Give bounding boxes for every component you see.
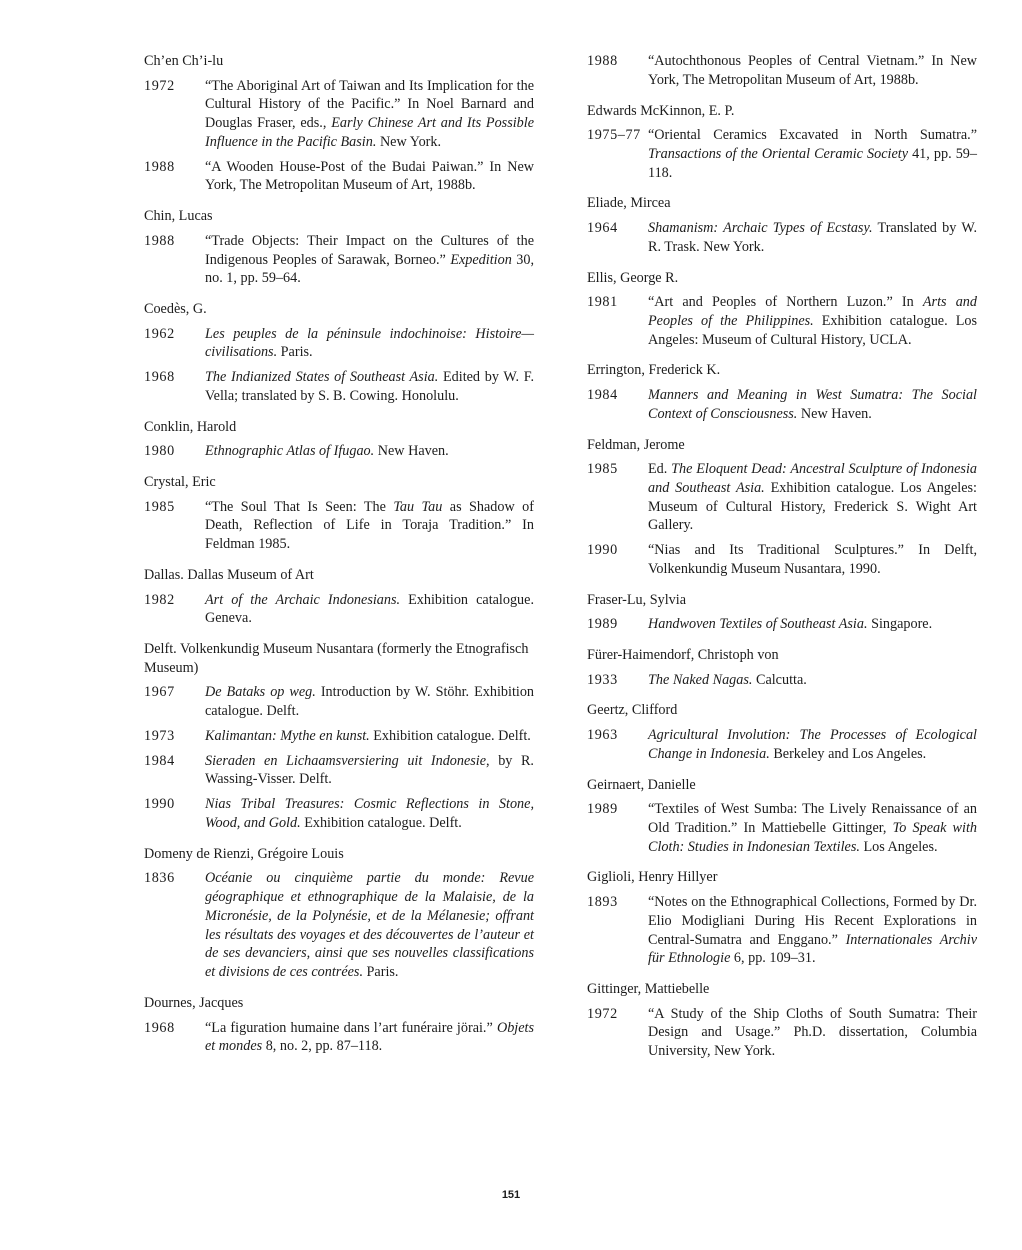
bibliography-entry bbox=[144, 795, 534, 833]
entry-year: 1963 bbox=[587, 726, 618, 743]
author-heading: Feldman, Jerome bbox=[587, 436, 685, 453]
bibliography-block bbox=[587, 194, 977, 256]
right-column bbox=[587, 52, 977, 1073]
entry-text: New Haven. bbox=[797, 405, 872, 422]
bibliography-block bbox=[587, 980, 977, 1061]
entry-year: 1988 bbox=[587, 53, 618, 69]
entry-text: “A Study of the Ship Cloths of South Sumatra: Their Design and Usage.” Ph.D. dissertation, Columbia University, New York. bbox=[648, 1005, 977, 1060]
bibliography-entry bbox=[587, 52, 977, 90]
bibliography-entry bbox=[587, 293, 977, 349]
bibliography-entry bbox=[587, 1005, 977, 1061]
entry-text: New York. bbox=[376, 133, 442, 150]
entry-text: Singapore. bbox=[867, 616, 933, 633]
author-heading: Geirnaert, Danielle bbox=[587, 776, 696, 793]
bibliography-block bbox=[144, 994, 534, 1056]
entry-year: 1989 bbox=[587, 616, 618, 633]
entry-text: Translated by W. R. Trask. New York. bbox=[648, 219, 977, 255]
author-heading: Dallas. Dallas Museum of Art bbox=[144, 567, 314, 584]
entry-title-italic: Transactions of the Oriental Ceramic Society bbox=[648, 145, 908, 162]
bibliography-block bbox=[144, 473, 534, 554]
author-heading: Ch’en Ch’i-lu bbox=[144, 53, 224, 69]
entry-title-italic: Sieraden en Lichaamsversiering uit Indonesie bbox=[205, 752, 487, 769]
entry-text: “Notes on the Ethnographical Collections, Formed by Dr. Elio Modigliani During His Recent Explorations in Central-Sumatra and Enggano.” bbox=[648, 893, 977, 948]
author-heading: Edwards McKinnon, E. P. bbox=[587, 102, 735, 119]
entry-text: Exhibition catalogue. Los Angeles: Museum of Cultural History, Frederick S. Wight Art Gallery. bbox=[648, 479, 977, 534]
entry-text: New Haven. bbox=[374, 443, 449, 460]
entry-text: Exhibition catalogue. Geneva. bbox=[205, 591, 534, 627]
bibliography-entry bbox=[587, 126, 977, 182]
bibliography-block bbox=[144, 845, 534, 982]
entry-year: 1972 bbox=[144, 77, 175, 94]
bibliography-block bbox=[144, 207, 534, 288]
entry-text: Paris. bbox=[277, 344, 313, 361]
bibliography-block bbox=[144, 566, 534, 628]
entry-title-italic: Arts and Peoples of the Philippines. bbox=[648, 294, 977, 329]
bibliography-entry bbox=[587, 541, 977, 579]
bibliography-entry bbox=[144, 498, 534, 554]
entry-text: “A Wooden House-Post of the Budai Paiwan.” In New York, The Metropolitan Museum of Art, 1988b. bbox=[205, 158, 534, 194]
entry-text: “Trade Objects: Their Impact on the Cultures of the Indigenous Peoples of Sarawak, Borneo.” bbox=[205, 232, 534, 268]
entry-title-italic: The Indianized States of Southeast Asia. bbox=[205, 369, 439, 386]
entry-year: 1893 bbox=[587, 893, 618, 910]
entry-text: “Nias and Its Traditional Sculptures.” In Delft, Volkenkundig Museum Nusantara, 1990. bbox=[648, 542, 977, 578]
entry-text: 8, no. 2, pp. 87–118. bbox=[262, 1038, 383, 1055]
entry-title-italic: The Naked Nagas. bbox=[648, 671, 753, 688]
entry-year: 1984 bbox=[587, 386, 618, 403]
entry-title-italic: Agricultural Involution: The Processes of Ecological Change in Indonesia. bbox=[648, 726, 977, 762]
entry-text: Exhibition catalogue. Delft. bbox=[300, 814, 462, 831]
bibliography-block bbox=[587, 361, 977, 423]
entry-text: Edited by W. F. Vella; translated by S. B. Cowing. Honolulu. bbox=[205, 369, 534, 405]
entry-title-italic: Shamanism: Archaic Types of Ecstasy. bbox=[648, 219, 873, 236]
bibliography-block bbox=[587, 701, 977, 763]
entry-title-italic: Expedition bbox=[450, 251, 512, 268]
entry-title-italic: Océanie ou cinquième partie du monde: Revue géographique et ethnographique de la Malaisie, de la Micronésie, de la Polynésie, et de la Mélanesie; offrant les résultats des voyages et des découvertes de l’auteur et de ses devanciers, ainsi que ses nouvelles classifications et divisions de ces contrées. bbox=[205, 870, 534, 981]
entry-year: 1985 bbox=[587, 461, 618, 478]
bibliography-entry bbox=[144, 325, 534, 363]
entry-text: “The Soul That Is Seen: The bbox=[205, 498, 394, 515]
entry-year: 1972 bbox=[587, 1005, 618, 1022]
left-column bbox=[144, 52, 534, 1068]
entry-title-italic: Objets et mondes bbox=[205, 1019, 534, 1055]
entry-title-italic: Les peuples de la péninsule indochinoise: Histoire—civilisations. bbox=[205, 325, 534, 361]
bibliography-entry bbox=[144, 727, 534, 746]
entry-year: 1985 bbox=[144, 498, 175, 515]
bibliography-block bbox=[587, 52, 977, 90]
author-heading: Conklin, Harold bbox=[144, 418, 237, 435]
bibliography-entry bbox=[144, 869, 534, 982]
author-heading: Gittinger, Mattiebelle bbox=[587, 981, 710, 998]
entry-year: 1990 bbox=[144, 796, 175, 813]
author-heading: Ellis, George R. bbox=[587, 269, 679, 286]
entry-text: “Art and Peoples of Northern Luzon.” In bbox=[648, 294, 923, 311]
page-number: 151 bbox=[501, 1189, 521, 1201]
bibliography-block bbox=[144, 418, 534, 461]
entry-text: as Shadow of Death, Reflection of Life in Toraja Tradition.” In Feldman 1985. bbox=[205, 498, 534, 553]
entry-year: 1981 bbox=[587, 294, 618, 311]
entry-year: 1967 bbox=[144, 684, 175, 701]
entry-text: “The Aboriginal Art of Taiwan and Its Implication for the Cultural History of the Pacific.” In Noel Barnard and Douglas Fraser, eds., bbox=[205, 77, 534, 132]
entry-title-italic: Tau Tau bbox=[393, 498, 443, 515]
entry-text: Ed. bbox=[648, 461, 672, 478]
entry-year: 1933 bbox=[587, 671, 618, 688]
bibliography-block bbox=[587, 436, 977, 579]
bibliography-entry bbox=[144, 232, 534, 288]
entry-text: Paris. bbox=[363, 964, 399, 981]
entry-text: Los Angeles. bbox=[859, 838, 938, 855]
entry-year: 1988 bbox=[144, 158, 175, 175]
bibliography-entry bbox=[587, 726, 977, 764]
entry-text: Introduction by W. Stöhr. Exhibition catalogue. Delft. bbox=[205, 684, 535, 719]
author-heading: Coedès, G. bbox=[144, 301, 207, 318]
entry-title-italic: Ethnographic Atlas of Ifugao. bbox=[205, 443, 375, 460]
author-heading: Geertz, Clifford bbox=[587, 702, 678, 719]
bibliography-entry bbox=[587, 893, 977, 968]
author-heading: Giglioli, Henry Hillyer bbox=[587, 869, 718, 886]
entry-title-italic: De Bataks op weg. bbox=[205, 684, 316, 701]
bibliography-entry bbox=[587, 219, 977, 257]
entry-title-italic: Art of the Archaic Indonesians. bbox=[205, 591, 401, 608]
entry-text: 6, pp. 109–31. bbox=[730, 950, 816, 967]
bibliography-block bbox=[587, 646, 977, 689]
bibliography-entry bbox=[144, 158, 534, 196]
entry-title-italic: Handwoven Textiles of Southeast Asia. bbox=[648, 616, 868, 633]
entry-text: “La figuration humaine dans l’art funéraire jörai.” bbox=[205, 1019, 497, 1036]
author-heading: Fürer-Haimendorf, Christoph von bbox=[587, 647, 779, 664]
bibliography-block bbox=[587, 868, 977, 968]
entry-year: 1968 bbox=[144, 369, 175, 386]
bibliography-entry bbox=[144, 683, 534, 721]
author-heading: Crystal, Eric bbox=[144, 474, 216, 491]
author-heading: Chin, Lucas bbox=[144, 208, 213, 225]
bibliography-entry bbox=[144, 77, 534, 152]
entry-text: Exhibition catalogue. Los Angeles: Museum of Cultural History, UCLA. bbox=[648, 312, 977, 348]
entry-year: 1988 bbox=[144, 232, 175, 249]
entry-title-italic: The Eloquent Dead: Ancestral Sculpture of Indonesia and Southeast Asia. bbox=[648, 461, 977, 496]
entry-year: 1980 bbox=[144, 443, 175, 460]
bibliography-entry bbox=[587, 460, 977, 535]
entry-text: 30, no. 1, pp. 59–64. bbox=[205, 251, 534, 287]
entry-year: 1975–77 bbox=[587, 127, 641, 144]
entry-text: Exhibition catalogue. Delft. bbox=[369, 727, 531, 744]
entry-title-italic: Manners and Meaning in West Sumatra: The Social Context of Consciousness. bbox=[648, 386, 977, 422]
bibliography-entry bbox=[144, 368, 534, 406]
bibliography-entry bbox=[144, 1019, 534, 1057]
author-heading: Errington, Frederick K. bbox=[587, 362, 721, 379]
entry-text: Calcutta. bbox=[752, 671, 807, 688]
bibliography-block bbox=[144, 640, 534, 833]
author-heading: Delft. Volkenkundig Museum Nusantara (formerly the Etnografisch Museum) bbox=[144, 641, 529, 676]
entry-text: Berkeley and Los Angeles. bbox=[769, 745, 927, 762]
entry-year: 1962 bbox=[144, 325, 175, 342]
author-heading: Eliade, Mircea bbox=[587, 195, 671, 212]
bibliography-block bbox=[587, 269, 977, 350]
bibliography-entry bbox=[587, 671, 977, 690]
bibliography-entry bbox=[144, 591, 534, 629]
entry-title-italic: Nias Tribal Treasures: Cosmic Reflections in Stone, Wood, and Gold. bbox=[205, 796, 534, 831]
author-heading: Dournes, Jacques bbox=[144, 995, 244, 1011]
entry-year: 1982 bbox=[144, 591, 175, 608]
bibliography-block bbox=[144, 52, 534, 195]
entry-year: 1989 bbox=[587, 801, 618, 818]
entry-year: 1990 bbox=[587, 542, 618, 559]
entry-title-italic: Internationales Archiv für Ethnologie bbox=[648, 931, 977, 967]
bibliography-block bbox=[144, 300, 534, 406]
bibliography-entry bbox=[587, 615, 977, 634]
entry-year: 1964 bbox=[587, 219, 618, 236]
entry-title-italic: Early Chinese Art and Its Possible Influence in the Pacific Basin. bbox=[205, 115, 534, 150]
entry-title-italic: Kalimantan: Mythe en kunst. bbox=[205, 727, 370, 744]
author-heading: Domeny de Rienzi, Grégoire Louis bbox=[144, 845, 344, 862]
bibliography-entry bbox=[587, 386, 977, 424]
entry-text: “Autochthonous Peoples of Central Vietnam.” In New York, The Metropolitan Museum of Art, 1988b. bbox=[648, 53, 977, 88]
entry-text: “Oriental Ceramics Excavated in North Sumatra.” bbox=[648, 127, 977, 144]
bibliography-entry bbox=[144, 442, 534, 461]
entry-year: 1968 bbox=[144, 1019, 175, 1036]
entry-text: “Textiles of West Sumba: The Lively Renaissance of an Old Tradition.” In Mattiebelle Gittinger, bbox=[648, 801, 977, 836]
entry-title-italic: To Speak with Cloth: Studies in Indonesian Textiles. bbox=[648, 819, 977, 855]
bibliography-entry bbox=[144, 752, 534, 790]
entry-year: 1984 bbox=[144, 752, 175, 769]
bibliography-block bbox=[587, 102, 977, 183]
bibliography-block bbox=[587, 591, 977, 634]
author-heading: Fraser-Lu, Sylvia bbox=[587, 591, 687, 608]
entry-year: 1836 bbox=[144, 870, 175, 887]
entry-text: 41, pp. 59–118. bbox=[648, 145, 977, 181]
bibliography-entry bbox=[587, 800, 977, 856]
bibliography-block bbox=[587, 776, 977, 857]
entry-year: 1973 bbox=[144, 727, 175, 744]
entry-text: , by R. Wassing-Visser. Delft. bbox=[205, 752, 534, 788]
